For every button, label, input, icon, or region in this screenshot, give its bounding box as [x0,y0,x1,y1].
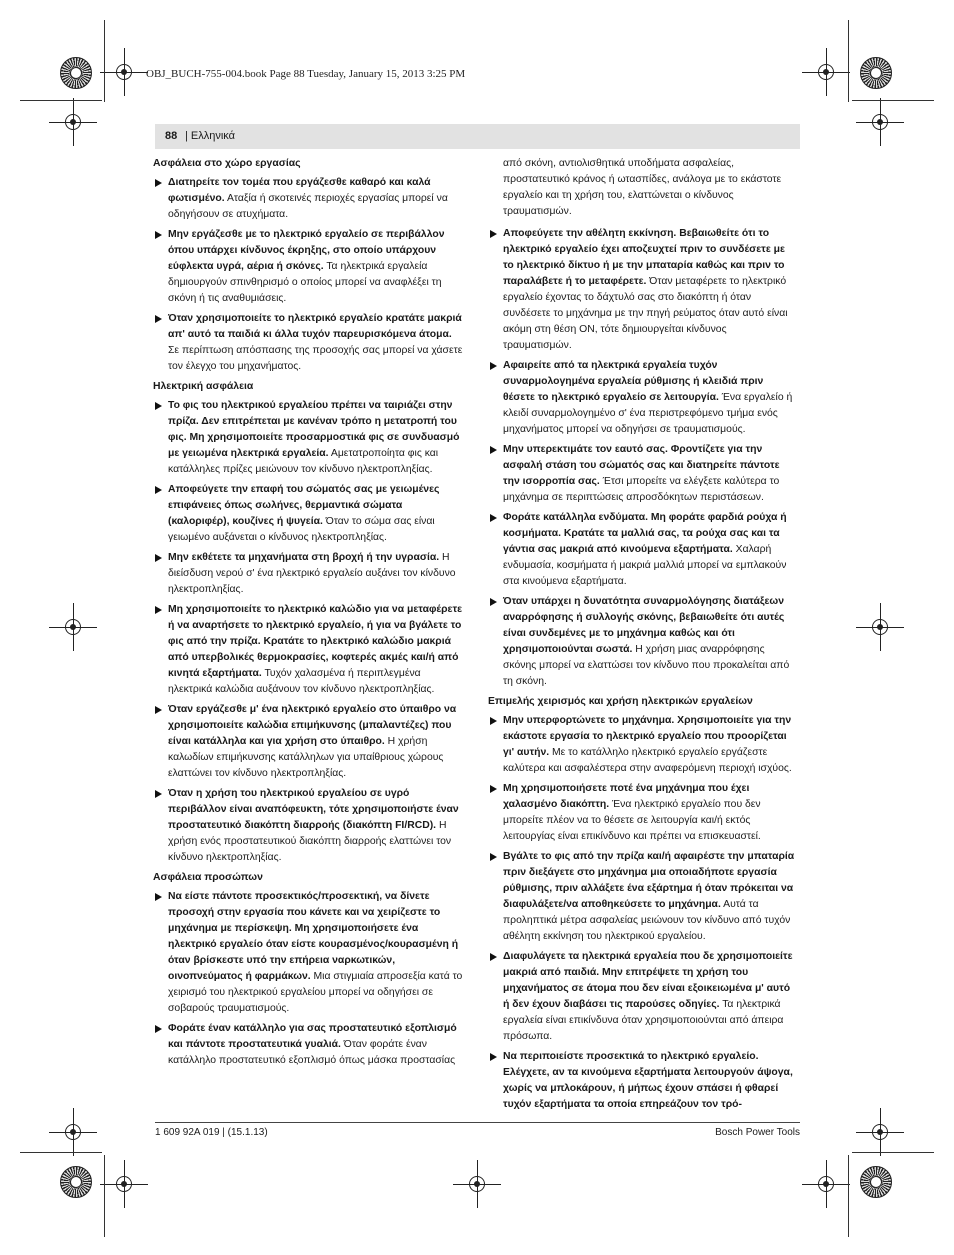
footer-doc-number: 1 609 92A 019 | (15.1.13) [155,1127,268,1138]
safety-item [153,482,463,546]
bullet-triangle-icon [155,402,162,410]
safety-item [153,1021,463,1069]
safety-item-bold: Όταν χρησιμοποιείτε το ηλεκτρικό εργαλείο κρατάτε μακριά απ' αυτό τα παιδιά κι άλλα τυχόν παρευρισκόμενα άτομα. [168,313,462,340]
safety-item-bold: Μη χρησιμοποιείτε το ηλεκτρικό καλώδιο για να μεταφέρετε ή να αναρτήσετε το ηλεκτρικό εργαλείο, ή για να βγάλετε το φις από την πρίζα. Κρατάτε το ηλεκτρικό καλώδιο μακριά από υπερβολικές θερμοκρασίες, κοφτερές ακμές και/ή από κινητά εξαρτήματα. [168,604,463,679]
safety-item-text: Αυτά τα προληπτικά μέτρα ασφαλείας μειώνουν τον κίνδυνο από τυχόν αθέλητη εκκίνηση του ηλεκτρικού εργαλείου. [503,899,791,942]
bullet-triangle-icon [490,953,497,961]
print-slug: OBJ_BUCH-755-004.book Page 88 Tuesday, January 15, 2013 3:25 PM [146,68,466,80]
safety-item-text: Η διείσδυση νερού σ' ένα ηλεκτρικό εργαλείο αυξάνει τον κίνδυνο ηλεκτροπληξίας. [168,552,456,595]
safety-item-text: Η χρήση καλωδίων επιμήκυνσης κατάλληλων για υπαίθριους χώρους ελαττώνει τον κίνδυνο ηλεκτροπληξίας. [168,736,444,779]
safety-item-text: Αμετατροποίητα φις και κατάλληλες πρίζες μειώνουν τον κίνδυνο ηλεκτροπληξίας. [168,448,439,475]
safety-item-bold: Να είστε πάντοτε προσεκτικός/προσεκτική, να δίνετε προσοχή στην εργασία που κάνετε και να χειρίζεστε το μηχάνημα με περίσκεψη. Μη χρησιμοποιήσετε ένα ηλεκτρικό εργαλείο όταν είστε κουρασμένος/κουρασμένη ή όταν βρίσκεστε υπό την επήρεια ναρκωτικών, οινοπνεύματος ή φαρμάκων. [168,891,459,982]
safety-item-bold: Μην υπερεκτιμάτε τον εαυτό σας. Φροντίζετε για την ασφαλή στάση του σώματός σας και διατηρείτε πάντοτε την ισορροπία σας. [503,444,780,487]
safety-item-bold: Μη χρησιμοποιήσετε ποτέ ένα μηχάνημα που έχει χαλασμένο διακόπτη. [503,783,750,810]
bullet-triangle-icon [490,446,497,454]
section-heading: Ασφάλεια προσώπων [153,872,263,883]
safety-item [488,949,798,1045]
bullet-triangle-icon [155,1025,162,1033]
safety-item-text: Σε περίπτωση απόσπασης της προσοχής σας μπορεί να χάσετε τον έλεγχο του μηχανήματος. [168,345,463,372]
safety-item-bold: Όταν υπάρχει η δυνατότητα συναρμολόγησης διατάξεων αναρρόφησης ή συλλογής σκόνης, βεβαιωθείτε ότι αυτές είναι συνδεμένες με το μηχάνημα καθώς και ότι χρησιμοποιούνται σωστά. [503,596,785,655]
section-heading: Ηλεκτρική ασφάλεια [153,381,254,392]
safety-item [488,713,798,777]
safety-item-text: Χαλαρή ενδυμασία, κοσμήματα ή μακριά μαλλιά μπορεί να εμπλακούν στα κινούμενα εξαρτήματα. [503,544,787,587]
section-heading: Επιμελής χειρισμός και χρήση ηλεκτρικών εργαλείων [488,696,753,707]
bullet-triangle-icon [155,790,162,798]
bullet-triangle-icon [155,315,162,323]
trim-line [852,100,934,101]
safety-item-text: Έτσι μπορείτε να ελέγξετε καλύτερα το μηχάνημα σε περιπτώσεις απροσδόκητων περιστάσεων. [503,476,780,503]
page-number: 88 [165,130,178,142]
safety-item [488,358,798,438]
page-language: | Ελληνικά [185,130,236,142]
safety-item-bold: Φοράτε έναν κατάλληλο για σας προστατευτικό εξοπλισμό και πάντοτε προστατευτικά γυαλιά. [168,1023,457,1050]
bullet-triangle-icon [490,1053,497,1061]
registration-rosette-top-right [860,57,892,89]
bullet-triangle-icon [490,785,497,793]
trim-line [20,100,102,101]
safety-item [488,226,798,354]
safety-item-bold: Διαφυλάγετε τα ηλεκτρικά εργαλεία που δε χρησιμοποιείτε μακριά από παιδιά. Μην επιτρέψετε τη χρήση του μηχανήματος σε άτομα που δεν είναι εξοικειωμένα μ' αυτό ή δεν έχουν διαβάσει τις παρούσες οδηγίες. [503,951,793,1010]
safety-item-bold: Όταν η χρήση του ηλεκτρικού εργαλείου σε υγρό περιβάλλον είναι αναπόφευκτη, τότε χρησιμοποιήστε έναν προστατευτικό διακόπτη διαρροής (διακόπτη FI/RCD). [168,788,459,831]
safety-item-text: Με το κατάλληλο ηλεκτρικό εργαλείο εργάζεστε καλύτερα και ασφαλέστερα στην αναφερόμενη περιοχή ισχύος. [503,747,792,774]
safety-item-bold: Φοράτε κατάλληλα ενδύματα. Μη φοράτε φαρδιά ρούχα ή κοσμήματα. Κρατάτε τα μαλλιά σας, τα ρούχα σας και τα γάντια σας μακριά από κινούμενα εξαρτήματα. [503,512,787,555]
safety-item-bold: Βγάλτε το φις από την πρίζα και/ή αφαιρέστε την μπαταρία πριν διεξάγετε στο μηχάνημα μια οποιαδήποτε εργασία ρύθμισης, πριν αλλάξετε ένα εξάρτημα ή όταν πρόκειται να διαφυλάξετε/να αποθηκεύσετε το μηχάνημα. [503,851,795,910]
safety-item-bold: Διατηρείτε τον τομέα που εργάζεσθε καθαρό και καλά φωτισμένο. [168,177,431,204]
safety-item-bold: Όταν εργάζεσθε μ' ένα ηλεκτρικό εργαλείο στο ύπαιθρο να χρησιμοποιείτε καλώδια επιμήκυνσης (μπαλαντέζες) που είναι κατάλληλα και για χρήση στο ύπαιθρο. [168,704,457,747]
safety-item [488,849,798,945]
safety-item [153,702,463,782]
safety-item-bold: Το φις του ηλεκτρικού εργαλείου πρέπει να ταιριάζει στην πρίζα. Δεν επιτρέπεται με κανέναν τρόπο η μετατροπή του φις. Μη χρησιμοποιείτε προσαρμοστικά φις σε συνδυασμό με γειωμένα ηλεκτρικά εργαλεία. [168,400,460,459]
right-column [488,156,798,1117]
left-column [153,156,463,1073]
trim-line [104,1155,105,1237]
bullet-triangle-icon [155,231,162,239]
bullet-triangle-icon [155,486,162,494]
safety-item [153,398,463,478]
safety-item [153,227,463,307]
safety-item [153,311,463,375]
safety-item [488,510,798,590]
safety-item-text: Όταν μεταφέρετε το ηλεκτρικό εργαλείο έχοντας το δάχτυλό σας στο διακόπτη ή όταν συνδέσετε το μηχάνημα με την πηγή ρεύματος όταν αυτό είναι ακόμη στη θέση ON, τότε δημιουργείται κίνδυνος τραυματισμών. [503,276,788,351]
section-heading: Ασφάλεια στο χώρο εργασίας [153,158,301,169]
safety-item [488,1049,798,1113]
safety-item [153,550,463,598]
bullet-triangle-icon [490,598,497,606]
safety-item-text: Η χρήση ενός προστατευτικού διακόπτη διαρροής ελαττώνει τον κίνδυνο ηλεκτροπληξίας. [168,820,452,863]
page-header [155,124,800,149]
trim-line [20,1152,102,1153]
bullet-triangle-icon [155,606,162,614]
bullet-triangle-icon [490,514,497,522]
footer-rule [155,1122,800,1123]
registration-rosette-top-left [60,57,92,89]
safety-item-bold: Μην εκθέτετε τα μηχανήματα στη βροχή ή την υγρασία. [168,552,440,563]
safety-item-text: Ένα ηλεκτρικό εργαλείο που δεν μπορείτε πλέον να το θέσετε σε λειτουργία και/ή εκτός λειτουργίας είναι επικίνδυνο και πρέπει να επισκευαστεί. [503,799,761,842]
safety-item-bold: Μην εργάζεσθε με το ηλεκτρικό εργαλείο σε περιβάλλον όπου υπάρχει κίνδυνος έκρηξης, στο οποίο υπάρχουν εύφλεκτα υγρά, αέρια ή σκόνες. [168,229,445,272]
safety-item [488,781,798,845]
safety-item-text: Τα ηλεκτρικά εργαλεία δημιουργούν σπινθηρισμό ο οποίος μπορεί να αναφλέξει τη σκόνη ή τις αναθυμιάσεις. [168,261,442,304]
continued-paragraph: από σκόνη, αντιολισθητικά υποδήματα ασφαλείας, προστατευτικό κράνος ή ωτασπίδες, ανάλογα με το εκάστοτε εργαλείο και τη χρήση του, ελαττώνεται ο κίνδυνος τραυματισμών. [503,158,782,217]
safety-item [153,889,463,1017]
registration-rosette-bottom-left [60,1166,92,1198]
safety-item-bold: Αφαιρείτε από τα ηλεκτρικά εργαλεία τυχόν συναρμολογημένα εργαλεία ρύθμισης ή κλειδιά πριν θέσετε το ηλεκτρικό εργαλείο σε λειτουργία. [503,360,764,403]
bullet-triangle-icon [490,230,497,238]
bullet-triangle-icon [490,717,497,725]
bullet-triangle-icon [490,853,497,861]
safety-item-bold: Αποφεύγετε την αθέλητη εκκίνηση. Βεβαιωθείτε ότι το ηλεκτρικό εργαλείο έχει αποζευχτεί πριν το συνδέσετε με το ηλεκτρικό δίκτυο ή με την μπαταρία καθώς και πριν το παραλάβετε ή το μεταφέρετε. [503,228,785,287]
trim-line [848,1155,849,1237]
safety-item-text: Όταν το σώμα σας είναι γειωμένο αυξάνεται ο κίνδυνος ηλεκτροπληξίας. [168,516,435,543]
safety-item [488,442,798,506]
safety-item [488,594,798,690]
bullet-triangle-icon [155,893,162,901]
safety-item-text: Αταξία ή σκοτεινές περιοχές εργασίας μπορεί να οδηγήσουν σε ατυχήματα. [168,193,448,220]
safety-item-text: Τυχόν χαλασμένα ή περιπλεγμένα ηλεκτρικά καλώδια αυξάνουν τον κίνδυνο ηλεκτροπληξίας. [168,668,435,695]
safety-item-text: Ένα εργαλείο ή κλειδί συναρμολογημένο σ' ένα περιστρεφόμενο τμήμα ενός μηχανήματος μπορεί να οδηγήσει σε τραυματισμούς. [503,392,793,435]
safety-item-text: Όταν φοράτε έναν κατάλληλο προστατευτικό εξοπλισμό όπως μάσκα προστασίας [168,1039,456,1066]
trim-line [104,20,105,102]
trim-line [852,1152,934,1153]
safety-item [153,175,463,223]
safety-item-bold: Μην υπερφορτώνετε το μηχάνημα. Χρησιμοποιείτε για την εκάστοτε εργασία το ηλεκτρικό εργαλείο που προορίζεται γι' αυτήν. [503,715,792,758]
bullet-triangle-icon [155,706,162,714]
safety-item-bold: Να περιποιείστε προσεκτικά το ηλεκτρικό εργαλείο. Ελέγχετε, αν τα κινούμενα εξαρτήματα λειτουργούν άψογα, χωρίς να μπλοκάρουν, ή μήπως έχουν σπάσει ή φθαρεί τυχόν εξαρτήματα τα οποία επηρεάζουν τον τρό- [503,1051,793,1110]
footer-brand: Bosch Power Tools [715,1127,800,1138]
safety-item-text: Μια στιγμιαία απροσεξία κατά το χειρισμό του ηλεκτρικού εργαλείου μπορεί να οδηγήσει σε σοβαρούς τραυματισμούς. [168,971,463,1014]
safety-item-bold: Αποφεύγετε την επαφή του σώματός σας με γειωμένες επιφάνειες όπως σωλήνες, θερμαντικά σώματα (καλοριφέρ), κουζίνες ή ψυγεία. [168,484,440,527]
trim-line [848,20,849,102]
registration-rosette-bottom-right [860,1166,892,1198]
bullet-triangle-icon [155,554,162,562]
bullet-triangle-icon [490,362,497,370]
safety-item [153,786,463,866]
safety-item [153,602,463,698]
bullet-triangle-icon [155,179,162,187]
safety-item-text: Τα ηλεκτρικά εργαλεία είναι επικίνδυνα όταν χρησιμοποιούνται από άπειρα πρόσωπα. [503,999,784,1042]
safety-item-text: Η χρήση μιας αναρρόφησης σκόνης μπορεί να ελαττώσει τον κίνδυνο που προκαλείται από τη σκόνη. [503,644,790,687]
